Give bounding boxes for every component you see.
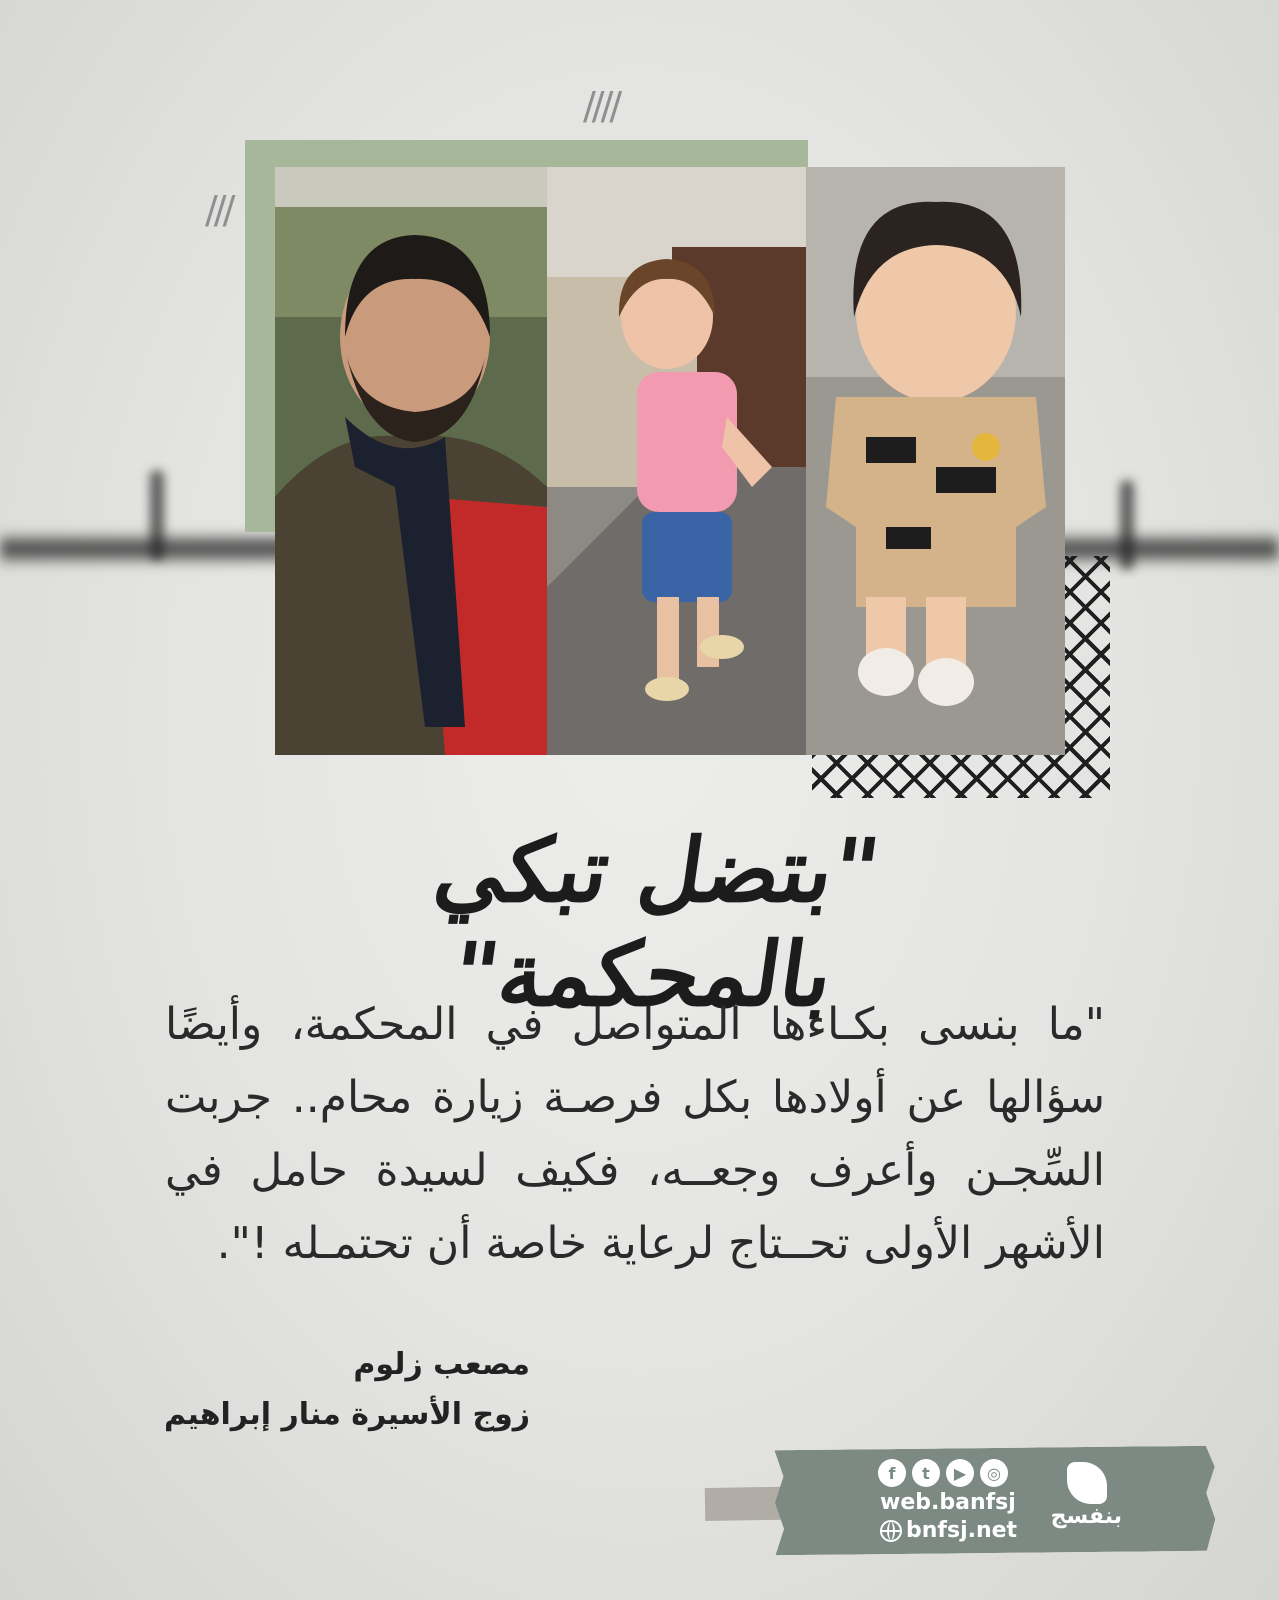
social-links [878, 1459, 1008, 1487]
leaf-logo-icon [1067, 1462, 1107, 1504]
photo-man [275, 167, 547, 755]
headline: "بتضل تبكي بالمحكمة" [428, 818, 887, 1026]
instagram-icon[interactable]: ◎ [980, 1459, 1008, 1487]
quote-text: "ما بنسى بكـاءها المتواصل في المحكمة، وأيضًا سؤالها عن أولادها بكل فرصـة زيارة محام.. جربت السِّجـن وأعرف وجعــه، فكيف لسيدة حامل في الأشهر الأولى تحــتاج لرعاية خاصة أن تحتمـله !". [165, 999, 1105, 1269]
photo-collage [275, 167, 1065, 755]
photo-girl [547, 167, 806, 755]
youtube-icon[interactable]: ▶ [946, 1459, 974, 1487]
photo-boy [806, 167, 1065, 755]
barbed-wire-barb [1120, 480, 1134, 570]
brand-logo [1052, 1462, 1122, 1544]
site-text: bnfsj.net [906, 1518, 1018, 1543]
web-handle[interactable]: web.banfsj [880, 1490, 1016, 1515]
author-role: زوج الأسيرة منار إبراهيم [163, 1397, 530, 1432]
twitter-icon[interactable]: t [912, 1459, 940, 1487]
facebook-icon[interactable]: f [878, 1459, 906, 1487]
tally-marks-decoration: //// [583, 84, 619, 128]
author-block [160, 1340, 530, 1440]
barbed-wire-barb [150, 470, 164, 560]
tally-marks-decoration: /// [205, 188, 232, 232]
site-link[interactable] [880, 1518, 1017, 1543]
globe-icon [880, 1520, 902, 1542]
author-name: مصعب زلوم [353, 1347, 530, 1382]
logo-text: بنفسج [1050, 1504, 1122, 1529]
